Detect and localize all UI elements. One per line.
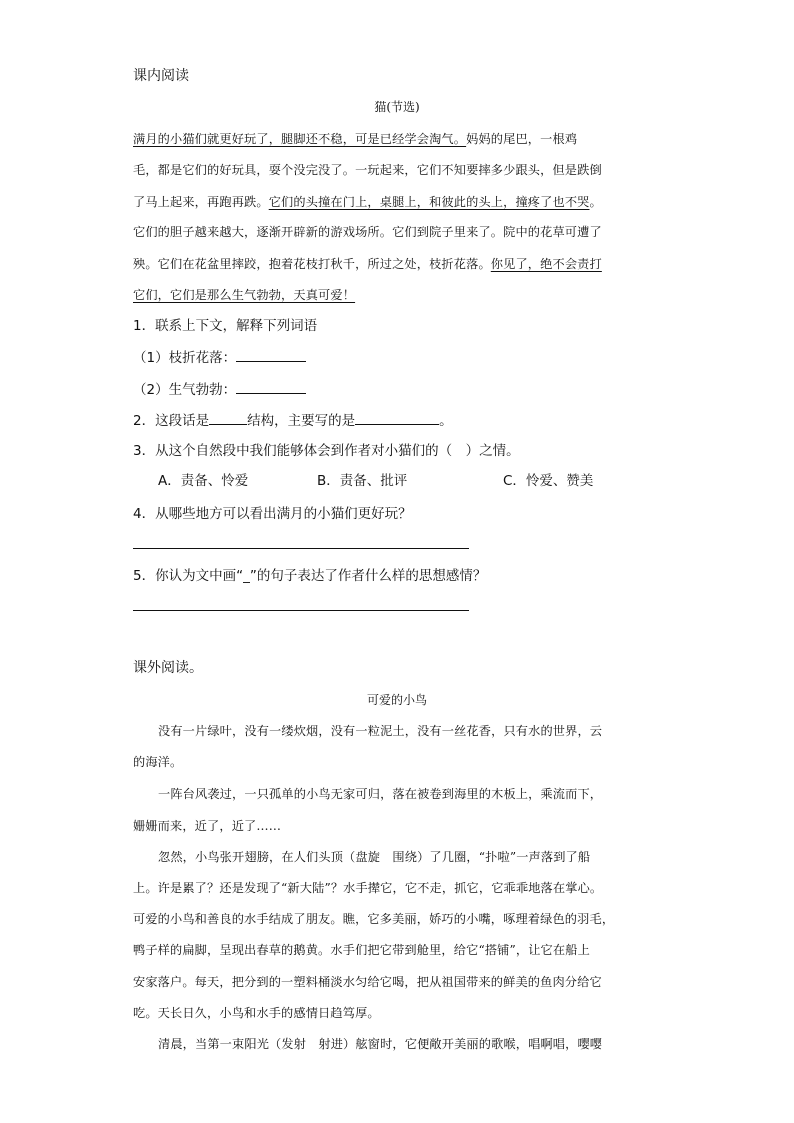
answer-blank-1b[interactable] bbox=[236, 379, 306, 394]
passage-bird-line: 忽然，小鸟张开翅膀，在人们头顶（盘旋 围绕）了几圈，“扑啦”一声落到了船 bbox=[158, 850, 591, 864]
section-heading-extracurricular: 课外阅读。 bbox=[133, 660, 203, 676]
question-1b-label: （2）生气勃勃： bbox=[133, 382, 237, 398]
question-4: 4．从哪些地方可以看出满月的小猫们更好玩？ bbox=[133, 506, 412, 522]
underlined-sentence: 它们的头撞在门上，桌腿上，和彼此的头上，撞疼了也不哭 bbox=[268, 195, 590, 209]
answer-blank-2b[interactable] bbox=[355, 410, 439, 425]
question-1a-label: （1）枝折花落： bbox=[133, 350, 237, 366]
answer-blank-1a[interactable] bbox=[236, 347, 306, 362]
passage-bird-line: 鸭子样的扁脚，呈现出春草的鹅黄。水手们把它带到舱里，给它“搭铺”，让它在船上 bbox=[133, 943, 590, 957]
question-3: 3．从这个自然段中我们能够体会到作者对小猫们的（ ）之情。 bbox=[133, 443, 520, 459]
passage-text: 了马上起来，再跑再跌。 bbox=[133, 195, 269, 209]
passage-cat-line bbox=[133, 222, 602, 242]
underlined-sentence: 满月的小猫们就更好玩了，腿脚还不稳，可是已经学会淘气。 bbox=[133, 132, 467, 146]
passage-bird-line: 一阵台风袭过，一只孤单的小鸟无家可归，落在被卷到海里的木板上，乘流而下， bbox=[158, 787, 603, 801]
passage-title-bird: 可爱的小鸟 bbox=[366, 693, 427, 707]
question-3-option-a[interactable]: A．责备、怜爱 bbox=[158, 473, 249, 489]
answer-blank-2a[interactable] bbox=[209, 410, 247, 425]
question-2-part1: 2．这段话是 bbox=[133, 413, 210, 429]
passage-bird-line: 上。许是累了？还是发现了“新大陆”？水手撵它，它不走，抓它，它乖乖地落在掌心。 bbox=[133, 881, 603, 895]
question-2 bbox=[133, 410, 453, 431]
answer-line-4[interactable] bbox=[133, 548, 469, 549]
passage-bird-line: 可爱的小鸟和善良的水手结成了朋友。瞧，它多美丽，娇巧的小嘴，啄理着绿色的羽毛， bbox=[133, 912, 615, 926]
passage-bird-line: 姗姗而来，近了，近了…… bbox=[133, 819, 282, 833]
passage-text: 妈妈的尾巴，一根鸡 bbox=[466, 132, 578, 146]
passage-cat-line bbox=[133, 160, 602, 180]
passage-bird-line: 的海洋。 bbox=[133, 755, 183, 769]
question-2-part2: 结构，主要写的是 bbox=[247, 413, 356, 429]
question-1b bbox=[133, 379, 306, 400]
passage-text: 它们的胆子越来越大，逐渐开辟新的游戏场所。它们到院子里来了。院中的花草可遭了 bbox=[133, 225, 602, 239]
underlined-sentence: 它们，它们是那么生气勃勃，天真可爱！ bbox=[133, 288, 356, 302]
section-heading-in-class: 课内阅读 bbox=[133, 68, 189, 84]
answer-line-5[interactable] bbox=[133, 610, 469, 611]
passage-bird-line: 安家落户。每天，把分到的一塑料桶淡水匀给它喝，把从祖国带来的鲜美的鱼肉分给它 bbox=[133, 975, 602, 989]
passage-text: 。 bbox=[589, 195, 602, 209]
passage-cat-line bbox=[133, 192, 602, 212]
question-3-option-b[interactable]: B．责备、批评 bbox=[317, 473, 408, 489]
passage-bird-line: 清晨，当第一束阳光（发射 射进）舷窗时，它便敞开美丽的歌喉，唱啊唱，嘤嘤 bbox=[158, 1037, 603, 1051]
question-1a bbox=[133, 347, 306, 368]
passage-text: 殃。它们在花盆里摔跤，抱着花枝打秋千，所过之处，枝折花落。 bbox=[133, 257, 491, 271]
passage-cat-line bbox=[133, 254, 602, 274]
passage-bird-line: 吃。天长日久，小鸟和水手的感情日趋笃厚。 bbox=[133, 1006, 380, 1020]
passage-title-cat: 猫(节选) bbox=[374, 100, 420, 114]
passage-cat-line bbox=[133, 129, 577, 149]
passage-cat-line bbox=[133, 285, 355, 305]
question-5: 5．你认为文中画“_”的句子表达了作者什么样的思想感情？ bbox=[133, 568, 487, 584]
question-3-option-c[interactable]: C．怜爱、赞美 bbox=[503, 473, 594, 489]
underlined-sentence: 你见了，绝不会责打 bbox=[490, 257, 602, 271]
question-2-end: 。 bbox=[439, 413, 453, 429]
passage-text: 毛，都是它们的好玩具，耍个没完没了。一玩起来，它们不知要摔多少跟头，但是跌倒 bbox=[133, 163, 602, 177]
passage-bird-line: 没有一片绿叶，没有一缕炊烟，没有一粒泥土，没有一丝花香，只有水的世界，云 bbox=[158, 724, 603, 738]
question-1: 1．联系上下文，解释下列词语 bbox=[133, 318, 318, 334]
